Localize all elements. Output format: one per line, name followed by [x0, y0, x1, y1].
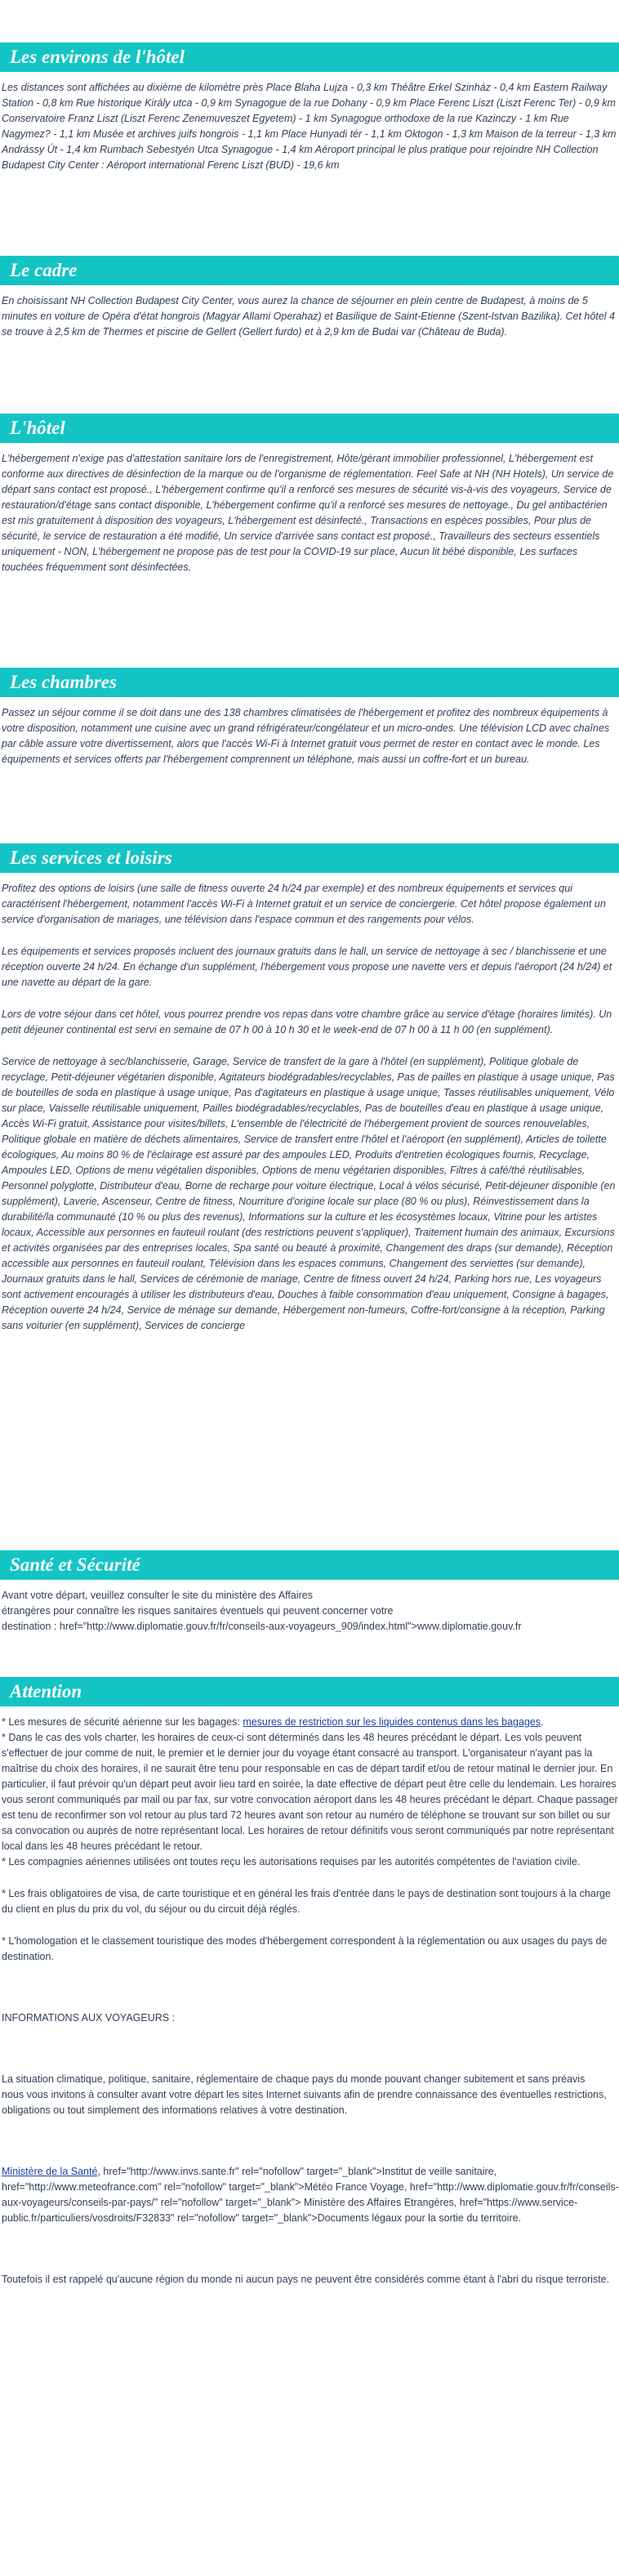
attention-bullet-2: * Dans le cas des vols charter, les horaires de ceux-ci sont déterminés dans les 48 heures précédant le départ. Les vols peuvent s'effectuer de jour comme de nuit, le premier et le dernier jour du voyage étant consacré au transport. L'organisateur n'ayant pas la maîtrise du choix des horaires, il ne saurait être tenu pour responsable en cas de départ tardif et/ou de retour matinal le dernier jour. En particulier, il faut prévoir qu'un départ peut avoir lieu tard en soirée, la date effective de départ peut être celle du lendemain. Les horaires vous seront communiqués par mail ou par fax, sur votre convocation aéroport dans les 48 heures précédant le départ. Chaque passager est tenu de reconfirmer son vol retour au plus tard 72 heures avant son retour au numéro de téléphone se trouvant sur son billet ou sur sa convocation ou auprès de notre représentant local. Les horaires de retour définitifs vous seront communiqués par notre représentant local dans les 48 heures précédant le retour. [2, 1732, 618, 1852]
environs-text: Les distances sont affichées au dixième de kilomètre près Place Blaha Lujza - 0,3 km Théâtre Erkel Szinház - 0,4 km Eastern Railway Station - 0,8 km Rue historique Király utca - 0,9 km Synagogue de la rue Dohany - 0,9 km Place Ferenc Liszt (Liszt Ferenc Ter) - 0,9 km Conservatoire Franz Liszt (Liszt Ferenc Zenemuveszet Egyetem) - 1 km Synagogue orthodoxe de la rue Kazinczy - 1 km Rue Nagymez? - 1,1 km Musée et archives juifs hongrois - 1,1 km Place Hunyadi tér - 1,1 km Oktogon - 1,3 km Maison de la terreur - 1,3 km Andrássy Út - 1,4 km Rumbach Sebestyén Utca Synagogue - 1,4 km Aéroport principal le plus pratique pour rejoindre NH Collection Budapest City Center : Aéroport international Ferenc Liszt (BUD) - 19,6 km [2, 82, 617, 171]
sante-line-1: Avant votre départ, veuillez consulter le site du ministère des Affaires [2, 1590, 313, 1601]
section-attention [0, 1677, 619, 2288]
services-paragraph-3: Lors de votre séjour dans cet hôtel, vous pourrez prendre vos repas dans votre chambre grâce au service d'étage (horaires limités). Un petit déjeuner continental est servi en semaine de 07 h 00 à 10 h 30 et le week-end de 07 h 00 à 11 h 00 (en supplément). [2, 1008, 612, 1035]
section-header-chambres: Les chambres [0, 668, 619, 697]
section-header-sante: Santé et Sécurité [0, 1550, 619, 1580]
sante-line-2: étrangères pour connaître les risques sanitaires éventuels qui peuvent concerner votre [2, 1605, 394, 1617]
section-sante [0, 1550, 619, 1635]
sante-line-3: destination : href="http://www.diplomatie.gouv.fr/fr/conseils-aux-voyageurs_909/index.html">www.diplomatie.gouv.fr [2, 1621, 522, 1632]
cadre-text: En choisissant NH Collection Budapest City Center, vous aurez la chance de séjourner en plein centre de Budapest, à moins de 5 minutes en voiture de Opéra d'état hongrois (Magyar Allami Operahaz) et Basilique de Saint-Etienne (Szent-Istvan Bazilika). Cet hôtel 4 se trouve à 2,5 km de Thermes et piscine de Gellert (Gellert furdo) et à 2,9 km de Budai var (Château de Buda). [2, 295, 615, 338]
section-hotel [0, 414, 619, 575]
ministere-sante-link[interactable]: Ministère de la Santé [2, 2166, 98, 2177]
info-paragraph-line-1: La situation climatique, politique, sanitaire, réglementaire de chaque pays du monde pouvant changer subitement et sans préavis [2, 2073, 586, 2085]
section-header-environs: Les environs de l'hôtel [0, 42, 619, 72]
section-environs [0, 42, 619, 173]
section-header-cadre: Le cadre [0, 256, 619, 285]
info-links-paragraph [0, 2164, 619, 2226]
hotel-text: L'hébergement n'exige pas d'attestation sanitaire lors de l'enregistrement, Hôte/gérant immobilier professionnel, L'hébergement est conforme aux directives de désinfection de la marque ou de l'organisme de réglementation. Feel Safe at NH (NH Hotels), Un service de départ sans contact est proposé., L'hébergement confirme qu'il a renforcé ses mesures de sécurité vis-à-vis des voyageurs, Service de restauration/d'étage sans contact disponible, L'hébergement confirme qu'il a renforcé ses mesures de nettoyage., Du gel antibactérien est mis gratuitement à disposition des voyageurs, L'hébergement est désinfecté., Transactions en espèces possibles, Pour plus de sécurité, le service de restauration a été modifié, Un service d'arrivée sans contact est proposé., Travailleurs des secteurs essentiels uniquement - NON, L'hébergement ne propose pas de test pour la COVID-19 sur place, Aucun lit bébé disponible, Les surfaces touchées fréquemment sont désinfectées. [2, 453, 614, 573]
services-paragraph-4: Service de nettoyage à sec/blanchisserie, Garage, Service de transfert de la gare à l'hôtel (en supplément), Politique globale de recyclage, Petit-déjeuner végétarien disponible, Agitateurs biodégradables/recyclables, Pas de pailles en plastique à usage unique, Pas de bouteilles de soda en plastique à usage unique, Pas d'agitateurs en plastique à usage unique, Tasses réutilisables uniquement, Vélo sur place, Vaisselle réutilisable uniquement, Pailles biodégradables/recyclables, Pas de bouteilles d'eau en plastique à usage unique, Accès Wi-Fi gratuit, Assistance pour visites/billets, L'ensemble de l'électricité de l'hébergement provient de sources renouvelables, Politique globale en matière de déchets alimentaires, Service de transfert entre l'hôtel et l'aéroport (en supplément), Articles de toilette écologiques, Au moins 80 % de l'éclairage est assuré par des ampoules LED, Produits d'entretien écologiques fournis, Recyclage, Ampoules LED, Options de menu végétalien disponibles, Options de menu végétarien disponibles, Filtres à café/thé réutilisables, Personnel polyglotte, Distributeur d'eau, Borne de recharge pour voiture électrique, Local à vélos sécurisé, Petit-déjeuner disponible (en supplément), Laverie, Ascenseur, Centre de fitness, Nourriture d'origine locale sur place (80 % ou plus), Réinvestissement dans la durabilité/la communauté (10 % ou plus des revenus), Informations sur la culture et les écosystèmes locaux, Vitrine pour les artistes locaux, Accessible aux personnes en fauteuil roulant (des restrictions peuvent s'appliquer), Traitement humain des animaux, Excursions et activités organisées par des entreprises locales, Spa santé ou beauté à proximité, Changement des draps (sur demande), Réception accessible aux personnes en fauteuil roulant, Télévision dans les espaces communs, Changement des serviettes (sur demande), Journaux gratuits dans le hall, Services de cérémonie de mariage, Centre de fitness ouvert 24 h/24, Parking hors rue, Les voyageurs sont activement encouragés à utiliser les distributeurs d'eau, Douches à faible consommation d'eau uniquement, Consigne à bagages, Réception ouverte 24 h/24, Service de ménage sur demande, Hébergement non-fumeurs, Coffre-fort/consigne à la réception, Parking sans voiturier (en supplément), Services de concierge [2, 1056, 616, 1331]
section-header-services: Les services et loisirs [0, 843, 619, 873]
attention-bullet-4: * Les frais obligatoires de visa, de carte touristique et en général les frais d'entrée dans le pays de destination sont toujours à la charge du client en plus du prix du vol, du séjour ou du circuit déjà réglés. [2, 1888, 611, 1915]
chambres-text: Passez un séjour comme il se doit dans une des 138 chambres climatisées de l'hébergement et profitez des nombreux équipements à votre disposition, notamment une cuisine avec un grand réfrigérateur/congélateur et un micro-ondes. Une télévision LCD avec chaînes par câble assure votre divertissement, alors que l'accès Wi-Fi à Internet gratuit vous permet de rester en contact avec le monde. Les équipements et services offerts par l'hébergement comprennent un téléphone, mais aussi un coffre-fort et un bureau. [2, 707, 610, 765]
section-header-hotel: L'hôtel [0, 414, 619, 443]
attention-bullet-5: * L'homologation et le classement touristique des modes d'hébergement correspondent à la réglementation ou aux usages du pays de destination. [2, 1935, 608, 1962]
attention-bullet-1 [0, 1715, 619, 1730]
section-chambres [0, 668, 619, 767]
info-voyageurs-heading: INFORMATIONS AUX VOYAGEURS : [2, 2012, 176, 2024]
section-header-attention: Attention [0, 1677, 619, 1706]
services-paragraph-2: Les équipements et services proposés incluent des journaux gratuits dans le hall, un service de nettoyage à sec / blanchisserie et une réception ouverte 24 h/24. En échange d'un supplément, l'hébergement vous propose une navette vers et depuis l'aéroport (24 h/24) et une navette au départ de la gare. [2, 946, 612, 988]
attention-bullet-1-suffix: . [541, 1716, 544, 1728]
section-services [0, 843, 619, 1334]
section-cadre [0, 256, 619, 340]
liquids-restriction-link[interactable]: mesures de restriction sur les liquides contenus dans les bagages [243, 1716, 541, 1728]
attention-bullet-3: * Les compagnies aériennes utilisées ont toutes reçu les autorisations requises par les autorités compétentes de l'aviation civile. [2, 1856, 581, 1867]
terrorism-notice: Toutefois il est rappelé qu'aucune région du monde ni aucun pays ne peuvent être considérés comme étant à l'abri du risque terroriste. [2, 2274, 610, 2285]
info-paragraph-rest: nous vous invitons à consulter avant votre départ les sites Internet suivants afin de prendre connaissance des éventuelles restrictions, obligations ou tout simplement des informations relatives à votre destination. [2, 2089, 607, 2116]
attention-bullet-1-prefix: * Les mesures de sécurité aérienne sur les bagages: [2, 1716, 243, 1728]
services-paragraph-1: Profitez des options de loisirs (une salle de fitness ouverte 24 h/24 par exemple) et des nombreux équipements et services qui caractérisent l'hébergement, notamment l'accès Wi-Fi à Internet gratuit et un service de conciergerie. Cet hôtel propose également un service d'organisation de mariages, une télévision dans l'espace commun et des rangements pour vélos. [2, 883, 606, 925]
info-links-rest: , href="http://www.invs.sante.fr" rel="nofollow" target="_blank">Institut de veille sanitaire, href="http://www.meteofrance.com" rel="nofollow" target="_blank">Météo France Voyage, href="http://www.diplomatie.gouv.fr/fr/conseils-aux-voyageurs/conseils-par-pays/" rel="nofollow" target="_blank"> Ministère des Affaires Etrangères, href="https://www.service-public.fr/particuliers/vosdroits/F32833" rel="nofollow" target="_blank">Documents légaux pour la sortie du territoire. [2, 2166, 619, 2224]
